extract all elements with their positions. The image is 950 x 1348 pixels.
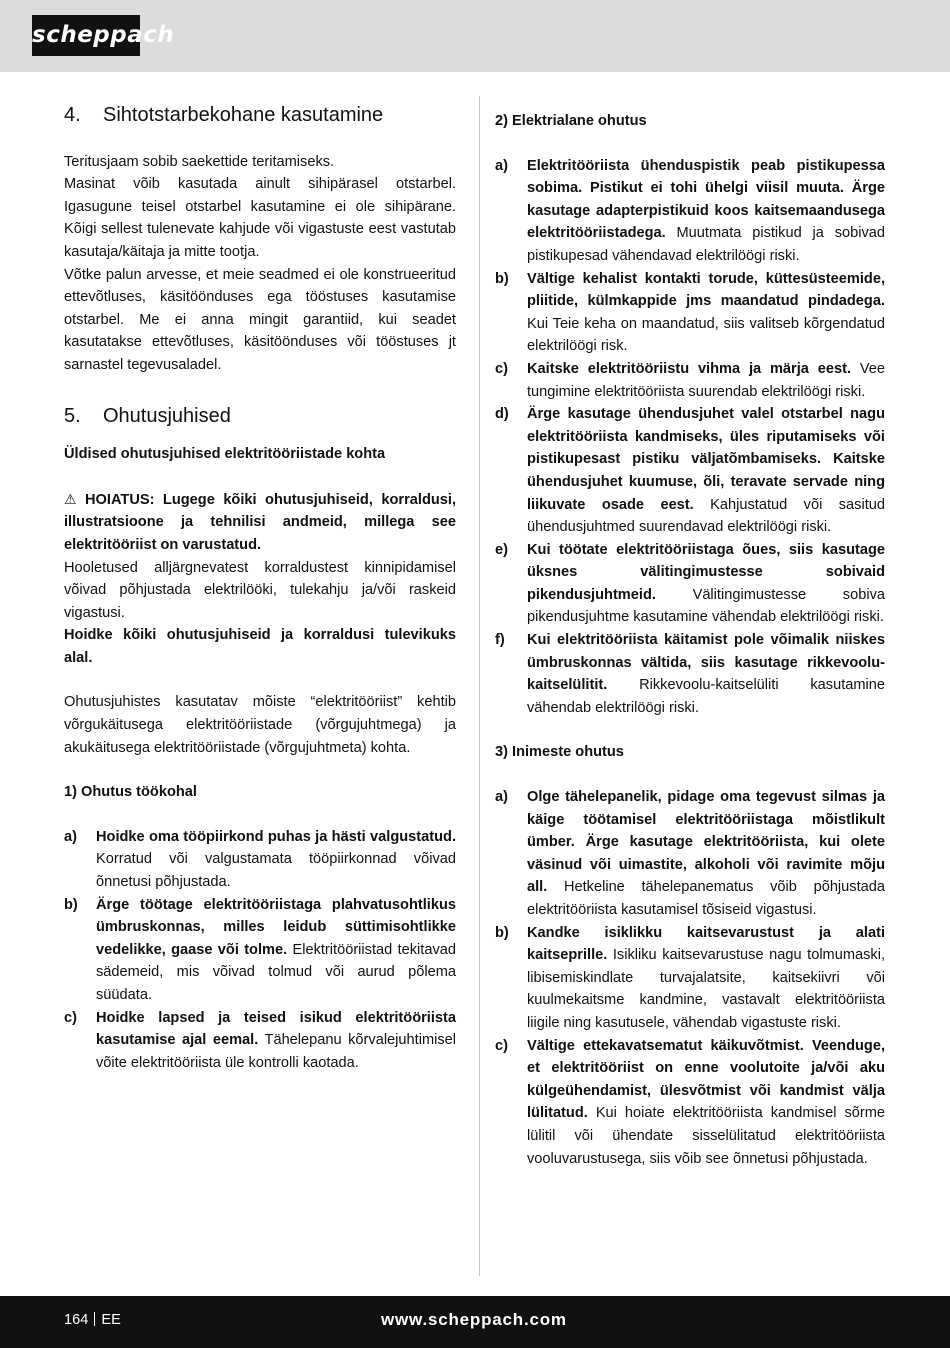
item-text: Isikliku kaitsevarustuse nagu tolmumaski, libisemiskindlate turvajalatsite, kaitsekiivri või kuulmekaitsme kandmine, vastavalt elektritööriista liigile ning kasutusele, vähendab vigastuste riski. <box>527 947 885 1031</box>
brand-logo: scheppach <box>32 15 140 56</box>
item-text: Elektritööriistad tekitavad sädemeid, mis võivad tolmud või aurud põlema süüdata. <box>96 941 456 1003</box>
item-text: Kui Teie keha on maandatud, siis valitseb kõrgendatud elektrilöögi risk. <box>527 315 885 355</box>
warning-bold: HOIATUS: Lugege kõiki ohutusjuhiseid, korraldusi, illustratsioone ja tehnilisi andmeid, millega see elektritööriist on varustatud. <box>64 491 456 553</box>
list-item <box>495 539 885 629</box>
term-definition: Ohutusjuhistes kasutatav mõiste “elektritööriist” kehtib võrgukäitusega elektritööriistade (võrgujuhtmega) ja akukäitusega elektritööriistade (võrgujuhtmeta) kohta. <box>64 694 456 756</box>
item-text: Korratud või valgustamata tööpiirkonnad võivad õnnetusi põhjustada. <box>96 851 456 891</box>
item-bold: Hoidke oma tööpiirkond puhas ja hästi valgustatud. <box>96 828 456 845</box>
item-label: a) <box>495 789 508 806</box>
item-label: c) <box>64 1009 77 1026</box>
list-item <box>64 1007 456 1075</box>
item-bold: Kaitske elektritööriistu vihma ja märja eest. <box>527 360 851 377</box>
section-5-heading <box>64 405 456 428</box>
personal-safety-title: 3) Inimeste ohutus <box>495 744 624 761</box>
section-number: 5. <box>64 404 81 427</box>
item-text: Muutmata pistikud ja sobivad pistikupesad vähendavad elektrilöögi riski. <box>527 225 885 264</box>
page-number <box>64 1312 121 1328</box>
item-label: c) <box>495 360 508 377</box>
list-item <box>495 629 885 719</box>
commercial-use-paragraph: Võtke palun arvesse, et meie seadmed ei ole konstrueeritud ettevõtluses, käsitöönduses ega tööstuses kasutamise otstarbel. Me ei anna mingit garantiid, kui seadet kasutatakse ettevõtluses, käsitöönduses või tööstuses jt sarnastel tegevusaladel. <box>64 266 456 373</box>
item-bold: Kui elektritööriista käitamist pole võimalik niiskes ümbruskonnas vältida, siis kasutage rikkevoolu-kaitselülitit. <box>527 632 885 694</box>
list-item <box>495 1035 885 1171</box>
warning-icon: ⚠ <box>64 490 81 507</box>
item-bold: Hoidke lapsed ja teised isikud elektritööriista kasutamise ajal eemal. <box>96 1009 456 1049</box>
header-bar <box>0 0 950 72</box>
item-text: Välitingimustesse sobiva pikendusjuhtme kasutamine vähendab elektrilöögi riski. <box>527 586 885 626</box>
list-item <box>495 268 885 358</box>
keep-instructions: Hoidke kõiki ohutusjuhiseid ja korraldusi tulevikuks alal. <box>64 627 456 666</box>
electrical-safety-title: 2) Elektrialane ohutus <box>495 113 647 129</box>
item-label: b) <box>495 270 509 287</box>
item-text: Kahjustatud või sasitud ühendusjuhtmed suurendavad elektrilöögi riski. <box>527 496 885 536</box>
work-area-list <box>64 826 456 1075</box>
item-label: a) <box>64 828 77 845</box>
column-divider <box>479 96 480 1276</box>
section-number: 4. <box>64 104 81 126</box>
item-label: e) <box>495 541 508 558</box>
page-number-value: 164 <box>64 1312 89 1328</box>
list-item <box>495 786 885 922</box>
item-label: c) <box>495 1037 508 1054</box>
item-bold: Kui töötate elektritööriistaga õues, siis kasutage üksnes välitingimustesse sobivaid pikendusjuhtmeid. <box>527 541 885 603</box>
footer-bar <box>0 1296 950 1348</box>
section-title: Ohutusjuhised <box>103 404 231 427</box>
warning-text: Hooletused alljärgnevatest korraldustest kinnipidamisel võivad põhjustada elektrilööki, tulekahju ja/või raskeid vigastusi. <box>64 559 456 621</box>
right-column <box>495 110 885 1170</box>
item-label: b) <box>495 924 509 941</box>
section-4-heading <box>64 104 456 127</box>
list-item <box>495 922 885 1035</box>
item-bold: Kandke isiklikku kaitsevarustust ja alati kaitseprille. <box>527 924 885 964</box>
warning-paragraph <box>64 488 456 557</box>
item-label: a) <box>495 157 508 174</box>
list-item <box>64 894 456 1007</box>
list-item <box>64 826 456 894</box>
item-bold: Vältige ettekavatsematut käikuvõtmist. Veenduge, et elektritööriist on enne voolutoite ja/või aku külgeühendamist, ülesvõtmist või kandmist välja lülitatud. <box>527 1037 885 1122</box>
website-url: www.scheppach.com <box>381 1310 567 1329</box>
item-text: Kui hoiate elektritööriista kandmisel sõrme lülitil või ühendate sisselülitatud elektritööriista vooluvarustusega, siis võib see õnnetusi põhjustada. <box>527 1105 885 1167</box>
language-code: EE <box>101 1312 121 1328</box>
general-safety-subtitle: Üldised ohutusjuhised elektritööriistade kohta <box>64 446 386 463</box>
intended-use-paragraph: Teritusjaam sobib saekettide teritamiseks. Masinat võib kasutada ainult sihipärasel otstarbel. Igasugune teisel otstarbel kasutamine ei ole sihipärane. Kõigi sellest tulenevate kahjude või vigastuste eest vastutab kasutaja/käitaja ja mitte tootja. <box>64 153 456 260</box>
list-item <box>495 358 885 403</box>
work-area-title: 1) Ohutus töökohal <box>64 784 197 801</box>
item-text: Tähelepanu kõrvalejuhtimisel võite elektritööriista üle kontrolli kaotada. <box>96 1032 456 1071</box>
item-bold: Elektritööriista ühenduspistik peab pistikupessa sobima. Pistikut ei tohi ühelgi viisil muuta. Ärge kasutage adapterpistikuid koos kaitsemaandusega elektritööriistadega. <box>527 157 885 242</box>
personal-safety-list <box>495 786 885 1170</box>
item-bold: Olge tähelepanelik, pidage oma tegevust silmas ja käige töötamisel elektritööriistaga mõistlikult ümber. Ärge kasutage elektritööriista, kui olete väsinud või uimastite, alkoholi või ravimite mõju all. <box>527 789 885 896</box>
item-label: b) <box>64 896 78 913</box>
item-label: f) <box>495 632 505 649</box>
section-title: Sihtotstarbekohane kasutamine <box>103 104 384 126</box>
item-text: Hetkeline tähelepanematus võib põhjustada elektritööriista kasutamisel tõsiseid vigastusi. <box>527 879 885 918</box>
item-bold: Ärge töötage elektritööriistaga plahvatusohtlikus ümbruskonnas, milles leidub süttimisohtlikke vedelikke, gaase või tolme. <box>96 896 456 958</box>
item-bold: Ärge kasutage ühendusjuhet valel otstarbel nagu elektritööriista kandmiseks, üles riputamiseks või pistikupesast pistiku väljatõmbamiseks. Kaitske ühendusjuhet kuumuse, õli, teravate servade ning liikuvate osade eest. <box>527 406 885 513</box>
footer-separator <box>94 1312 95 1326</box>
item-bold: Vältige kehalist kontakti torude, küttesüsteemide, pliitide, külmkappide jms maandatud pindadega. <box>527 270 885 310</box>
electrical-safety-list <box>495 155 885 720</box>
item-text: Vee tungimine elektritööriista suurendab elektrilöögi riski. <box>527 360 885 400</box>
item-text: Rikkevoolu-kaitselüliti kasutamine vähendab elektrilöögi riski. <box>527 677 885 716</box>
item-label: d) <box>495 406 509 423</box>
list-item <box>495 155 885 268</box>
left-column <box>64 98 456 1074</box>
list-item <box>495 403 885 539</box>
